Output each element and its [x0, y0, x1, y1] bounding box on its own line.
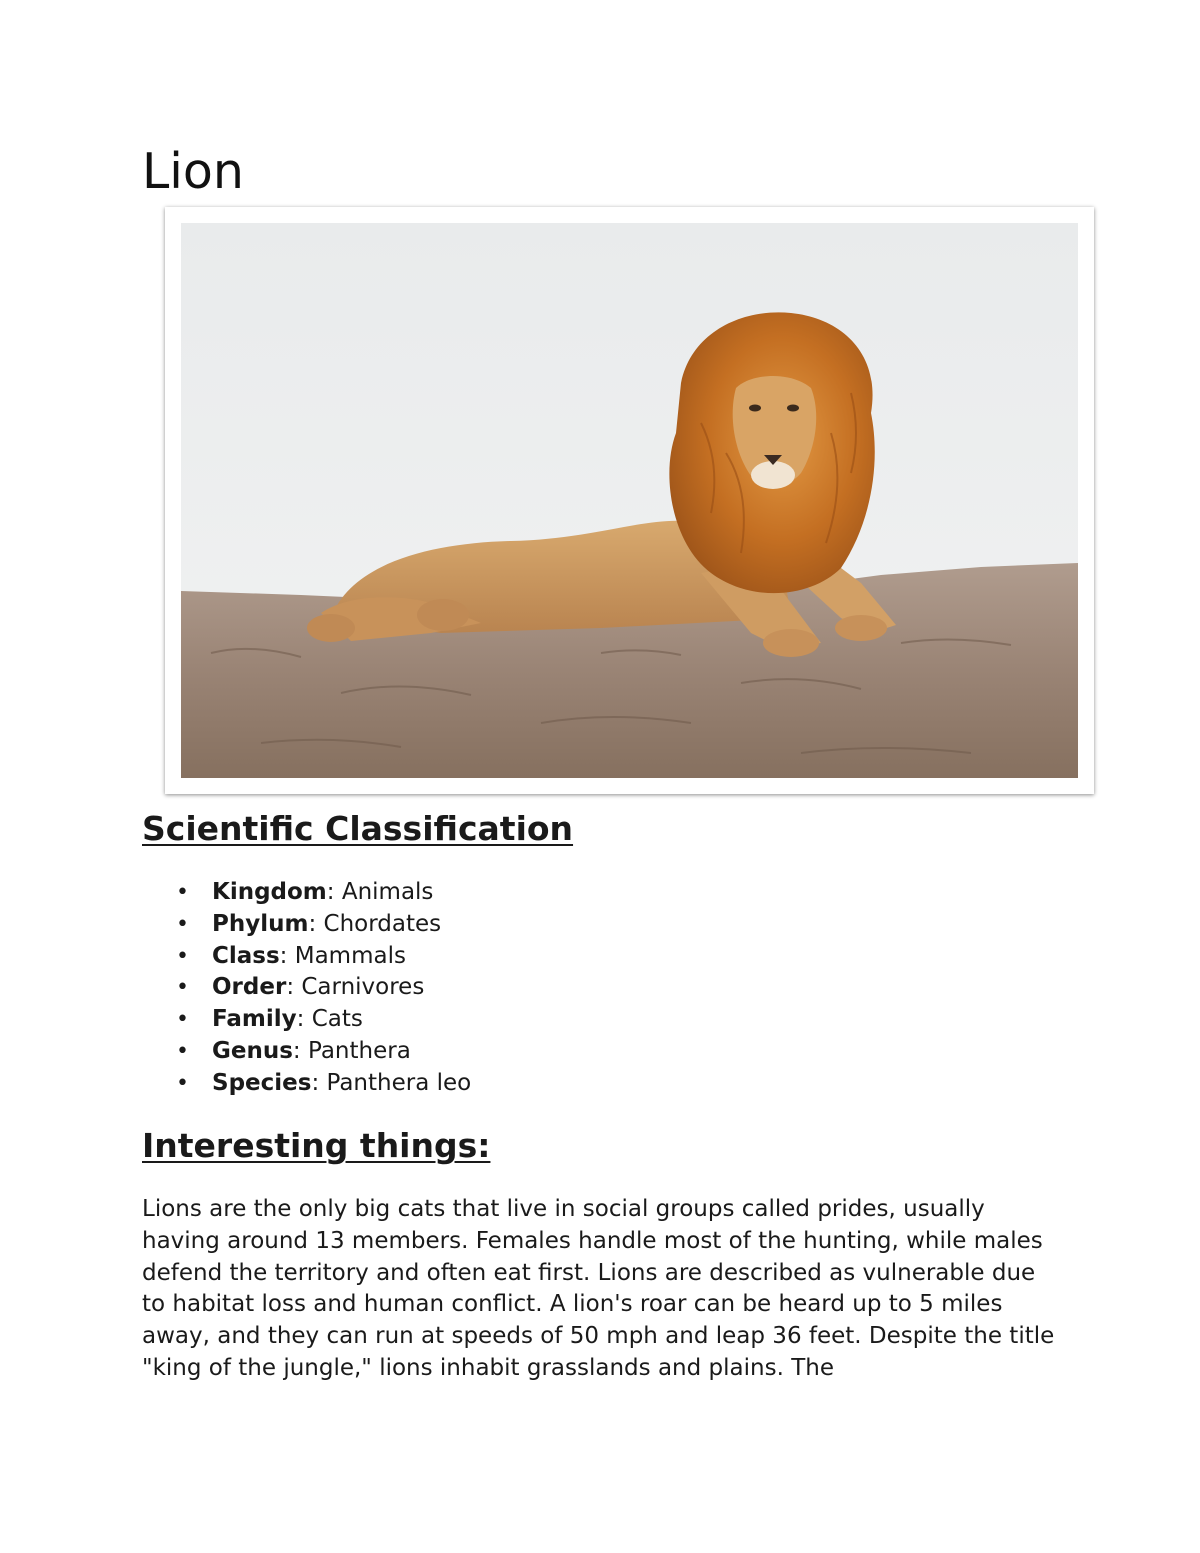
- list-item-term: Family: [212, 1006, 297, 1033]
- bullet-icon: •: [176, 1007, 189, 1033]
- list-item-value: Cats: [311, 1006, 363, 1033]
- classification-list: [142, 877, 471, 1100]
- bullet-icon: •: [176, 943, 189, 969]
- list-item-sep: :: [308, 910, 324, 937]
- list-item-term: Phylum: [212, 910, 309, 937]
- list-item-term: Kingdom: [212, 879, 327, 905]
- lion-photo-frame: [165, 207, 1094, 794]
- list-item-sep: :: [286, 974, 302, 1001]
- list-item-value: Mammals: [294, 942, 406, 969]
- list-item-sep: :: [292, 1037, 308, 1064]
- bullet-icon: •: [176, 911, 189, 937]
- list-item: [142, 877, 471, 909]
- classification-heading: Scientific Classification: [142, 809, 574, 848]
- list-item: [142, 1036, 471, 1068]
- list-item-sep: :: [279, 942, 295, 969]
- bullet-icon: •: [176, 1038, 189, 1064]
- list-item-value: Animals: [341, 879, 434, 905]
- list-item-sep: :: [296, 1006, 312, 1033]
- interesting-heading: Interesting things:: [142, 1126, 491, 1165]
- list-item-sep: :: [311, 1069, 327, 1096]
- list-item-term: Class: [212, 942, 280, 969]
- list-item-sep: :: [326, 879, 342, 905]
- list-item-value: Panthera leo: [326, 1069, 472, 1096]
- list-item: [142, 909, 471, 941]
- bullet-icon: •: [176, 975, 189, 1001]
- list-item: [142, 1004, 471, 1036]
- list-item-value: Carnivores: [301, 974, 425, 1001]
- lion-photo: [181, 223, 1078, 778]
- page-title: Lion: [142, 143, 244, 200]
- list-item: [142, 1068, 471, 1100]
- list-item-term: Species: [212, 1069, 312, 1096]
- bullet-icon: •: [176, 880, 189, 905]
- list-item-value: Chordates: [323, 910, 442, 937]
- list-item: [142, 972, 471, 1004]
- interesting-paragraph: Lions are the only big cats that live in social groups called prides, usually having around 13 members. Females handle most of the hunting, while males defend the territory and often eat first. Lions are described as vulnerable due to habitat loss and human conflict. A lion's roar can be heard up to 5 miles away, and they can run at speeds of 50 mph and leap 36 feet. Despite the title "king of the jungle," lions inhabit grasslands and plains. The: [142, 1196, 1055, 1381]
- list-item-term: Genus: [212, 1037, 293, 1064]
- list-item-term: Order: [212, 974, 287, 1001]
- list-item: [142, 941, 471, 973]
- list-item-value: Panthera: [307, 1037, 411, 1064]
- bullet-icon: •: [176, 1070, 189, 1096]
